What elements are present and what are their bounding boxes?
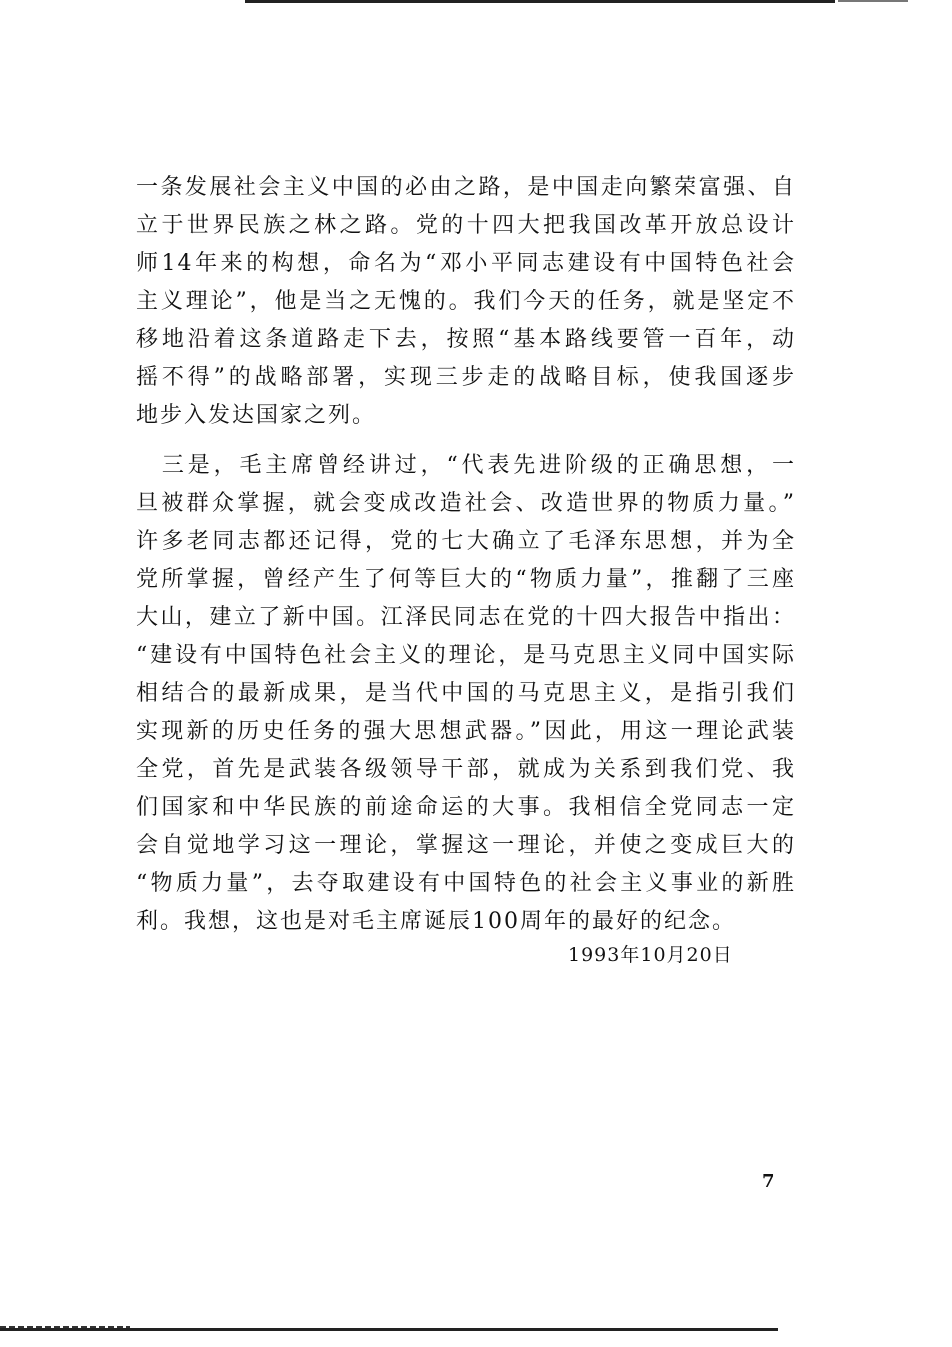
text-line: 全党，首先是武装各级领导干部，就成为关系到我们党、我: [136, 757, 796, 782]
scan-edge-top: [245, 0, 835, 3]
text-line: 地步入发达国家之列。: [136, 403, 377, 428]
text-line: 们国家和中华民族的前途命运的大事。我相信全党同志一定: [136, 795, 796, 820]
text-line: 相结合的最新成果，是当代中国的马克思主义，是指引我们: [136, 681, 796, 706]
page-number: 7: [762, 1171, 775, 1192]
text-line: 许多老同志都还记得，党的七大确立了毛泽东思想，并为全: [136, 529, 796, 554]
text-line: 利。我想，这也是对毛主席诞辰100周年的最好的纪念。: [136, 909, 736, 934]
text-line: 移地沿着这条道路走下去，按照“基本路线要管一百年，动: [136, 327, 796, 352]
text-line: 旦被群众掌握，就会变成改造社会、改造世界的物质力量。”: [136, 491, 796, 516]
text-line: 摇不得”的战略部署，实现三步走的战略目标，使我国逐步: [136, 365, 796, 390]
text-line: 师14年来的构想，命名为“邓小平同志建设有中国特色社会: [136, 251, 796, 276]
text-line: “物质力量”，去夺取建设有中国特色的社会主义事业的新胜: [136, 871, 796, 896]
text-line: 会自觉地学习这一理论，掌握这一理论，并使之变成巨大的: [136, 833, 796, 858]
paragraph-2: [136, 447, 796, 941]
body-text: [136, 169, 796, 941]
text-line: 立于世界民族之林之路。党的十四大把我国改革开放总设计: [136, 213, 796, 238]
text-line: 三是，毛主席曾经讲过，“代表先进阶级的正确思想，一: [136, 453, 796, 478]
scan-edge-bottom: [0, 1328, 778, 1331]
paragraph-gap: [136, 435, 796, 447]
text-line: 大山，建立了新中国。江泽民同志在党的十四大报告中指出：: [136, 605, 796, 630]
date-signature: 1993年10月20日: [568, 944, 733, 966]
text-line: “建设有中国特色社会主义的理论，是马克思主义同中国实际: [136, 643, 796, 668]
text-line: 一条发展社会主义中国的必由之路，是中国走向繁荣富强、自: [136, 175, 796, 200]
text-line: 党所掌握，曾经产生了何等巨大的“物质力量”，推翻了三座: [136, 567, 796, 592]
text-line: 主义理论”，他是当之无愧的。我们今天的任务，就是坚定不: [136, 289, 796, 314]
text-line: 实现新的历史任务的强大思想武器。”因此，用这一理论武装: [136, 719, 796, 744]
paragraph-1: [136, 169, 796, 435]
scan-edge-top-right: [838, 0, 908, 2]
